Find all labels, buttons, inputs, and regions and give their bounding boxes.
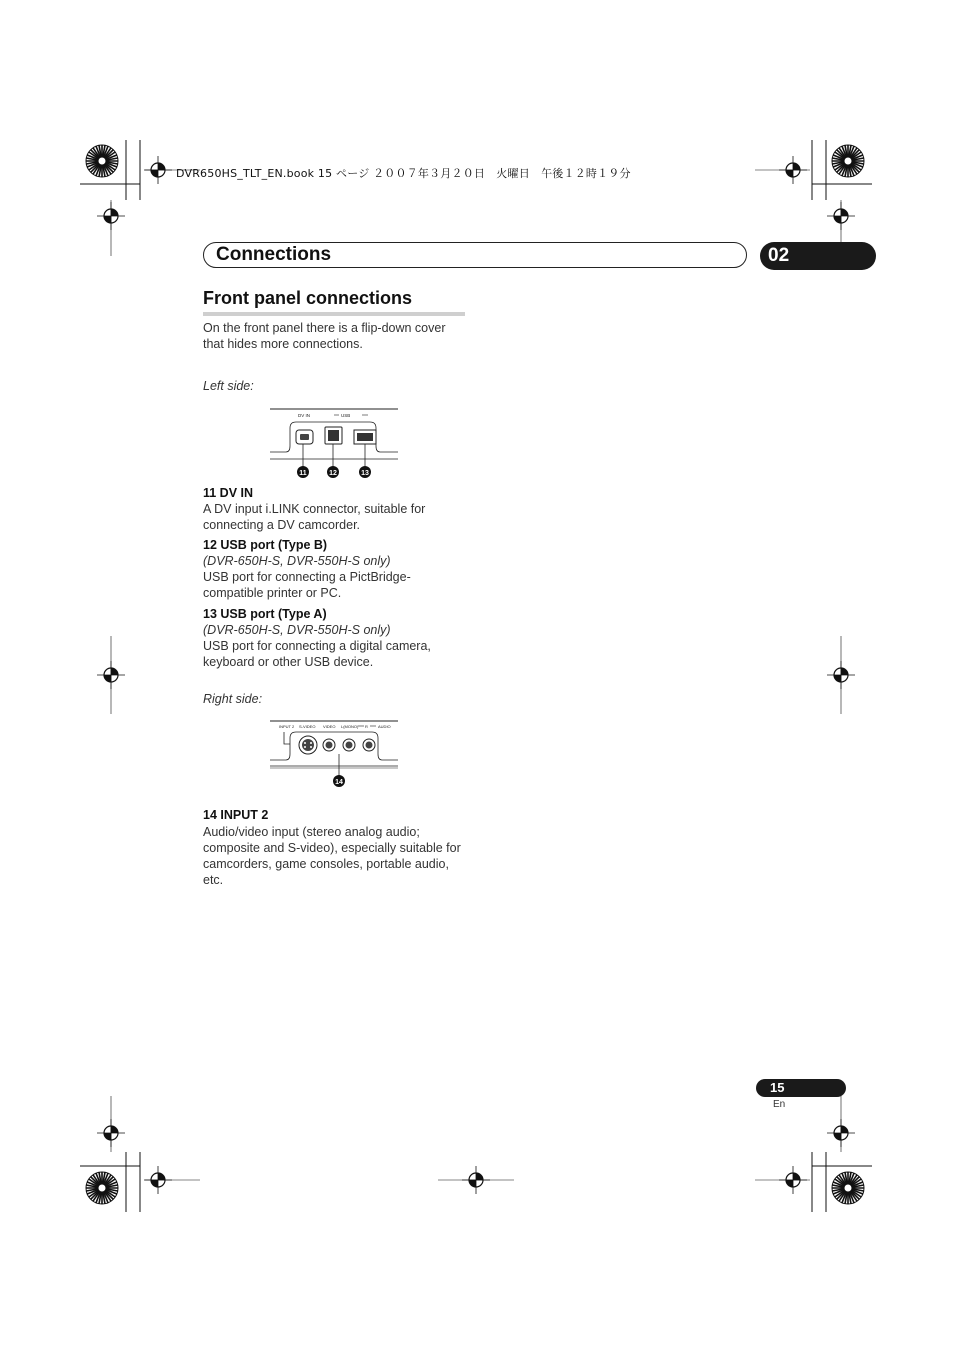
chapter-title: Connections xyxy=(216,244,332,265)
section-title: Front panel connections xyxy=(203,288,413,308)
item-11-heading: 11 DV IN xyxy=(203,486,254,500)
usb-a-port-inner xyxy=(357,433,373,441)
item-12-body: USB port for connecting a PictBridge-compatible printer or PC. xyxy=(203,570,411,600)
print-header: DVR650HS_TLT_EN.book 15 ページ ２００７年３月２０日 火曜日 午後１２時１９分 xyxy=(176,167,631,180)
section-intro: On the front panel there is a flip-down cover that hides more connections. xyxy=(203,321,446,351)
item-13-heading: 13 USB port (Type A) xyxy=(203,607,327,621)
item-12-heading: 12 USB port (Type B) xyxy=(203,538,328,552)
r-label: R xyxy=(365,724,368,729)
input-2-label: INPUT 2 xyxy=(279,724,295,729)
item-11-body: A DV input i.LINK connector, suitable for connecting a DV camcorder. xyxy=(203,502,426,532)
item-14-body: Audio/video input (stereo analog audio; composite and S-video), especially suitable for camcorders, game consoles, portable audio, etc. xyxy=(203,825,461,887)
left-side-label: Left side: xyxy=(203,379,254,393)
item-14-heading: 14 INPUT 2 xyxy=(203,808,269,822)
callout-11: 11 xyxy=(299,470,307,477)
l-mono-label: L(MONO) xyxy=(341,724,359,729)
item-12-note: (DVR-650H-S, DVR-550H-S only) xyxy=(203,554,391,568)
chapter-number-badge: 02 xyxy=(760,242,876,270)
dv-in-label: DV IN xyxy=(298,413,311,418)
callout-14: 14 xyxy=(335,779,343,786)
audio-label: AUDIO xyxy=(378,724,391,729)
dv-port-inner xyxy=(300,434,309,440)
usb-label: USB xyxy=(341,413,351,418)
callout-13: 13 xyxy=(361,470,369,477)
callout-12: 12 xyxy=(329,470,337,477)
s-video-label: S-VIDEO xyxy=(299,724,316,729)
item-13-body: USB port for connecting a digital camera, keyboard or other USB device. xyxy=(203,639,431,669)
left-side-diagram xyxy=(266,406,402,482)
section-rule xyxy=(203,312,465,316)
right-side-diagram xyxy=(266,718,402,792)
usb-b-port-inner xyxy=(328,430,339,441)
item-13-note: (DVR-650H-S, DVR-550H-S only) xyxy=(203,623,391,637)
right-side-label: Right side: xyxy=(203,692,263,706)
video-label: VIDEO xyxy=(323,724,336,729)
page-number-badge: 15 xyxy=(756,1079,846,1097)
page-language: En xyxy=(773,1099,786,1110)
